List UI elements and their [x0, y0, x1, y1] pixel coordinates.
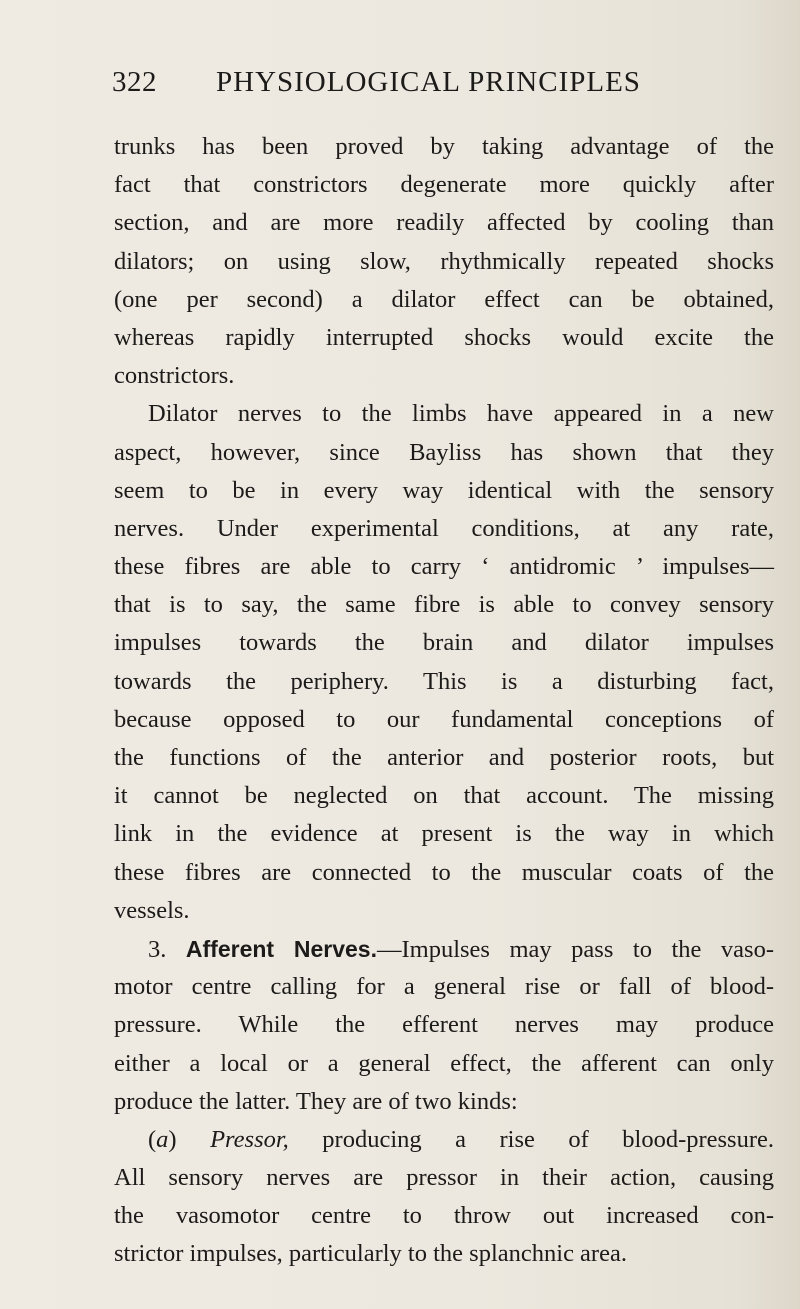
- text-line: pressure. While the efferent nerves may produce: [114, 1011, 774, 1039]
- text-line: All sensory nerves are pressor in their action, causing: [114, 1164, 774, 1192]
- text-line: constrictors.: [114, 362, 235, 390]
- text-line: (one per second) a dilator effect can be obtained,: [114, 285, 774, 313]
- page-number: 322: [112, 66, 157, 98]
- text-line: the vasomotor centre to throw out increased con-: [114, 1202, 774, 1230]
- text-line: seem to be in every way identical with the sensory: [114, 476, 774, 504]
- text-line: fact that constrictors degenerate more quickly after: [114, 171, 774, 199]
- text-line: Dilator nerves to the limbs have appeared in a new: [148, 400, 774, 428]
- running-head: PHYSIOLOGICAL PRINCIPLES: [216, 66, 641, 98]
- text-line: aspect, however, since Bayliss has shown that they: [114, 438, 774, 466]
- text-line: these fibres are able to carry ‘ antidromic ’ impulses—: [114, 553, 774, 581]
- subsection-rest: producing a rise of blood-pressure.: [288, 1125, 774, 1153]
- text-line: that is to say, the same fibre is able to convey sensory: [114, 591, 774, 619]
- section-heading-rest: —Impulses may pass to the vaso-: [376, 935, 774, 963]
- text-line: trunks has been proved by taking advantage of the: [114, 133, 774, 160]
- text-line: towards the periphery. This is a disturbing fact,: [114, 667, 774, 695]
- text-line: whereas rapidly interrupted shocks would excite the: [114, 323, 774, 351]
- subsection-line: (a) Pressor, producing a rise of blood-pressure.: [148, 1125, 774, 1153]
- text-line: because opposed to our fundamental conceptions of: [114, 705, 774, 733]
- section-heading: Afferent Nerves.: [185, 935, 377, 962]
- text-line: produce the latter. They are of two kinds:: [114, 1087, 518, 1115]
- body-text: [114, 128, 774, 1274]
- section-heading-line: [114, 930, 774, 968]
- text-line: motor centre calling for a general rise or fall of blood-: [114, 973, 774, 1001]
- section-number: 3.: [148, 935, 167, 963]
- text-line: these fibres are connected to the muscular coats of the: [114, 858, 774, 886]
- text-line: it cannot be neglected on that account. The missing: [114, 782, 774, 810]
- text-line: impulses towards the brain and dilator impulses: [114, 629, 774, 657]
- subsection-letter: a: [156, 1125, 169, 1153]
- text-line: either a local or a general effect, the afferent can only: [114, 1049, 774, 1077]
- text-line: the functions of the anterior and posterior roots, but: [114, 744, 774, 771]
- text-line: dilators; on using slow, rhythmically repeated shocks: [114, 247, 774, 275]
- text-line: section, and are more readily affected by cooling than: [114, 209, 774, 237]
- text-line: strictor impulses, particularly to the splanchnic area.: [114, 1240, 627, 1268]
- text-line: vessels.: [114, 896, 190, 924]
- text-line: link in the evidence at present is the way in which: [114, 820, 774, 848]
- subsection-term: Pressor,: [210, 1125, 289, 1153]
- page-header: [112, 66, 712, 106]
- text-line: nerves. Under experimental conditions, at any rate,: [114, 514, 774, 542]
